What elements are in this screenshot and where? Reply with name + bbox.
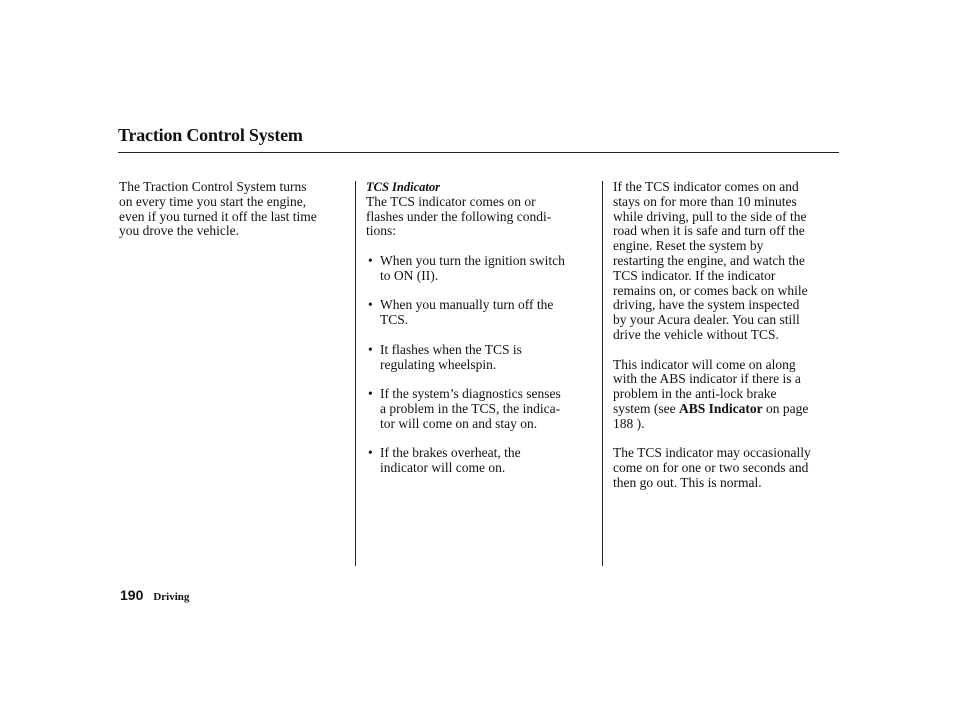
page-footer (120, 587, 189, 603)
text-line: tions: (366, 223, 397, 239)
text-line: TCS indicator. If the indicator (613, 267, 776, 283)
text-line: a problem in the TCS, the indica- (380, 400, 561, 416)
text-line: you drove the vehicle. (119, 223, 239, 239)
text-line: on page (762, 400, 809, 416)
section-name: Driving (153, 591, 190, 603)
text-line: flashes under the following condi- (366, 208, 552, 224)
list-item (366, 387, 594, 431)
text-line: drive the vehicle without TCS. (613, 326, 779, 342)
text-line: When you manually turn off the (380, 297, 554, 313)
text-line: system (see (613, 400, 679, 416)
intro-paragraph (119, 180, 345, 239)
page-reference[interactable]: 188 ). (613, 415, 645, 431)
text-line: by your Acura dealer. You can still (613, 312, 800, 328)
bullet-icon: • (368, 386, 373, 402)
text-line: stays on for more than 10 minutes (613, 193, 797, 209)
text-line: then go out. This is normal. (613, 474, 762, 490)
text-line: When you turn the ignition switch (380, 252, 565, 268)
occasional-indicator-paragraph (613, 446, 841, 490)
text-line: while driving, pull to the side of the (613, 208, 807, 224)
column-2 (366, 180, 594, 491)
bullet-icon: • (368, 341, 373, 357)
column-divider-1 (355, 181, 356, 566)
text-line: even if you turned it off the last time (119, 208, 317, 224)
text-line: The TCS indicator comes on or (366, 193, 536, 209)
list-item (366, 254, 594, 284)
text-line: If the brakes overheat, the (380, 445, 521, 461)
text-line: remains on, or comes back on while (613, 282, 808, 298)
list-item (366, 446, 594, 476)
text-line: on every time you start the engine, (119, 193, 307, 209)
list-item (366, 298, 594, 328)
text-line: regulating wheelspin. (380, 356, 497, 372)
conditions-list (366, 254, 594, 476)
bullet-icon: • (368, 252, 373, 268)
text-line: indicator will come on. (380, 460, 506, 476)
page-number: 190 (120, 587, 144, 603)
text-line: If the TCS indicator comes on and (613, 179, 799, 194)
text-line: problem in the anti-lock brake (613, 386, 777, 402)
column-divider-2 (602, 181, 603, 566)
abs-indicator-reference[interactable]: ABS Indicator (678, 400, 763, 416)
text-line: This indicator will come on along (613, 356, 796, 372)
list-item (366, 343, 594, 373)
indicator-stays-on-paragraph (613, 180, 841, 343)
text-line: come on for one or two seconds and (613, 460, 809, 476)
text-line: The TCS indicator may occasionally (613, 445, 811, 461)
title-divider (118, 152, 839, 153)
text-line: It flashes when the TCS is (380, 341, 522, 357)
text-line: The Traction Control System turns (119, 179, 307, 194)
text-line: TCS. (380, 312, 409, 328)
text-line: to ON (II). (380, 267, 439, 283)
text-line: with the ABS indicator if there is a (613, 371, 801, 387)
text-line: engine. Reset the system by (613, 238, 764, 254)
page-title: Traction Control System (118, 125, 303, 145)
tcs-indicator-subheading: TCS Indicator (366, 180, 440, 194)
text-line: driving, have the system inspected (613, 297, 800, 313)
text-line: If the system’s diagnostics senses (380, 386, 561, 402)
column-1 (119, 180, 345, 239)
column-3 (613, 180, 841, 491)
text-line: tor will come on and stay on. (380, 415, 538, 431)
abs-indicator-paragraph (613, 358, 841, 432)
text-line: restarting the engine, and watch the (613, 252, 805, 268)
text-line: road when it is safe and turn off the (613, 223, 805, 239)
bullet-icon: • (368, 445, 373, 461)
bullet-icon: • (368, 297, 373, 313)
tcs-intro-paragraph (366, 195, 594, 239)
